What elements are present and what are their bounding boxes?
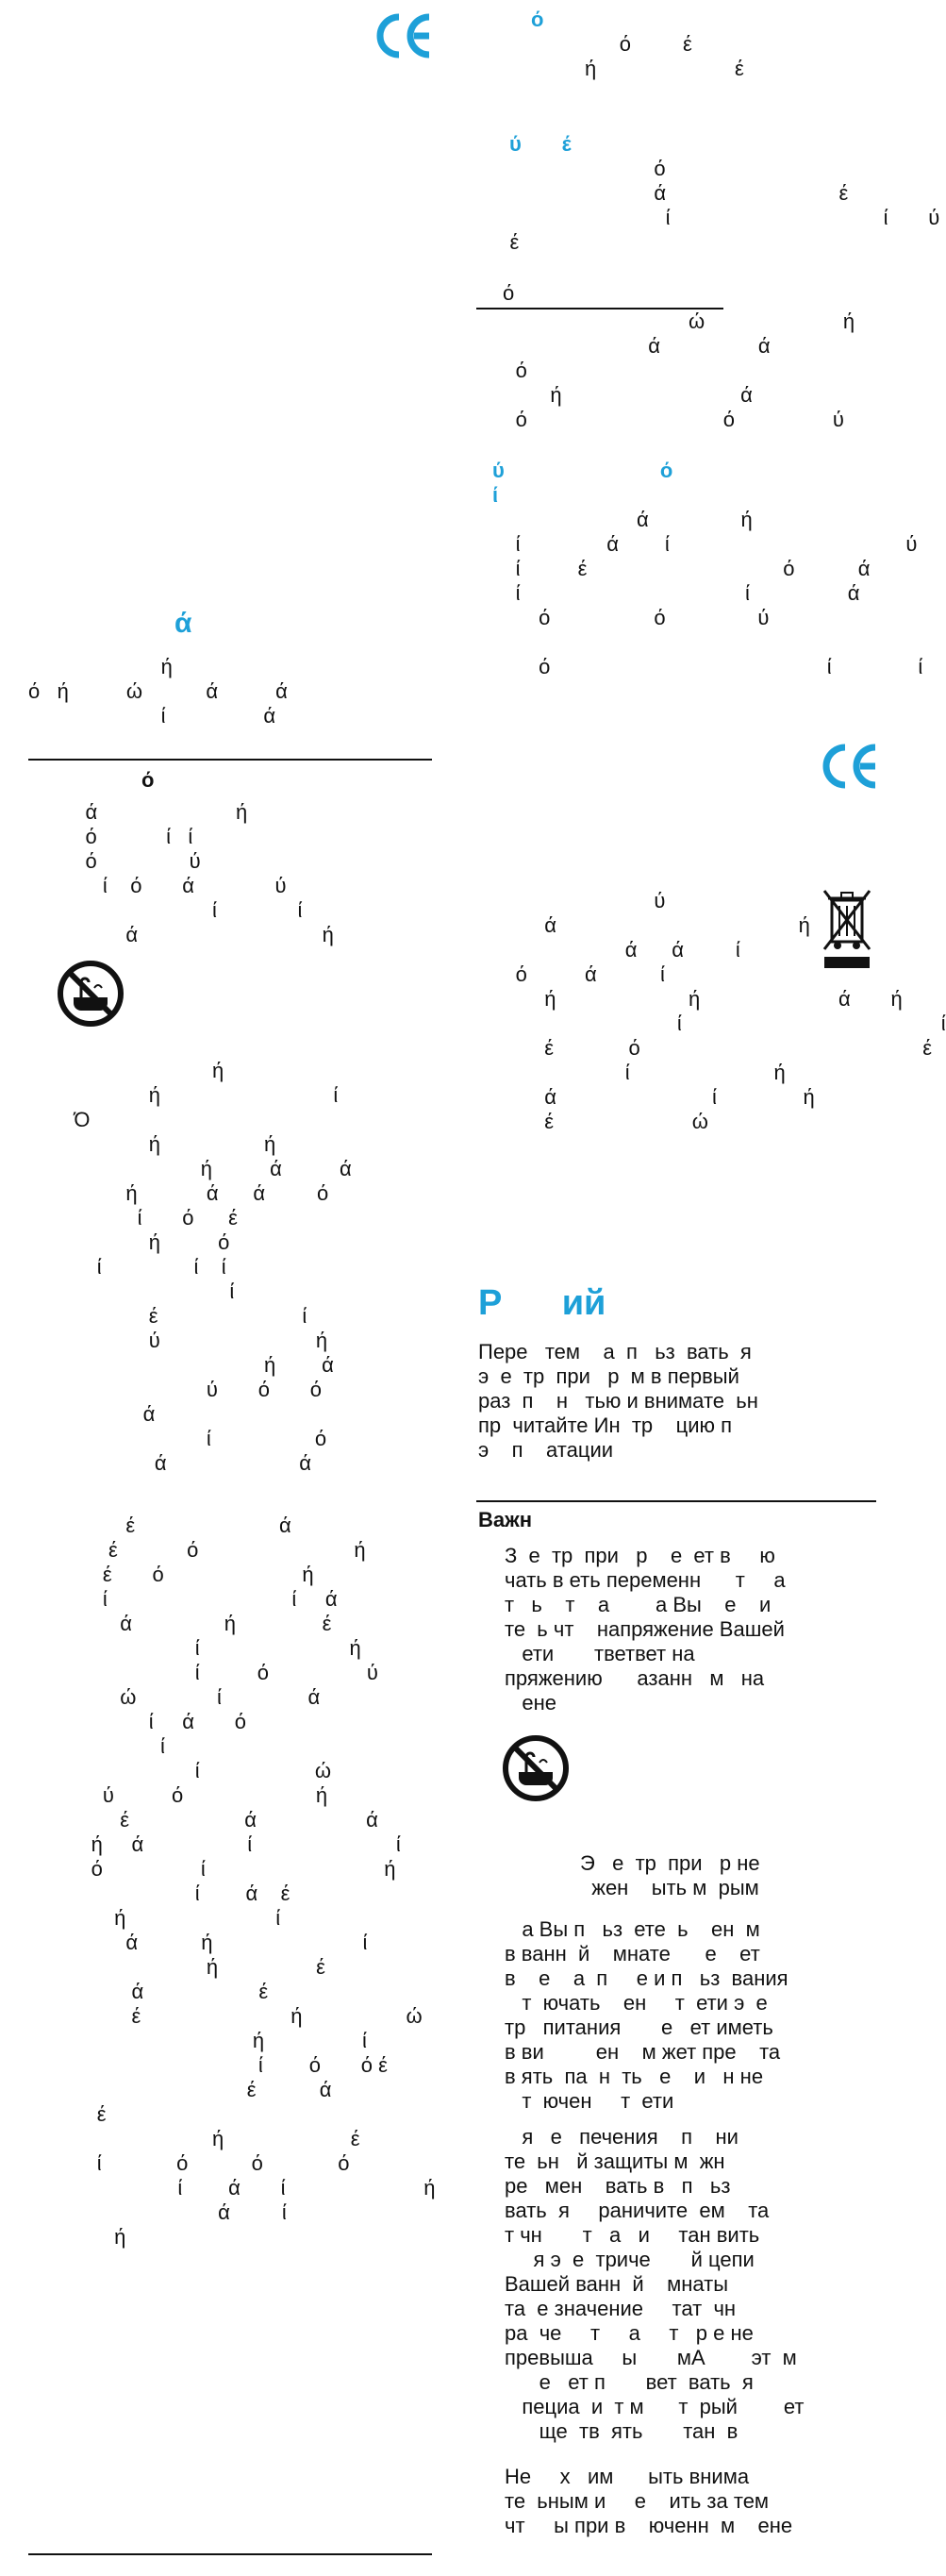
right-section-heading: ό [503,281,515,305]
right-weee-line-6: ί ί [481,1012,946,1035]
right-weee-line-7: έ ό έ [481,1036,933,1060]
left-divider-1 [28,759,432,761]
left-divider-bottom [28,2553,432,2555]
left-block2-line-7: ί ό ύ [57,1661,378,1684]
right-title-fragment: ό [531,8,544,31]
left-block1-line-12: ύ ή [57,1329,328,1352]
right-lines3-3: ό [481,359,527,382]
left-block2-line-14: ή ά ί ί [57,1832,401,1856]
left-block2-line-27: ί ό ό ό [57,2151,350,2175]
right-weee-line-5: ή ή ά ή [481,987,903,1011]
right-lines4-line-2: ί ά ί ύ [481,532,918,556]
right-weee-line-4: ό ά ί [481,962,665,986]
left-block2-line-6: ί ή [57,1636,361,1660]
russian-para2-line-2: те ьн й защиты м жн [505,2149,725,2173]
russian-para2-line-10: превыша ы мА эт м [505,2346,797,2369]
left-block2-line-23: ί ό ό έ [57,2053,388,2077]
right-lines4-line-7: ό ί ί [481,655,923,678]
right-weee-line-3: ά ά ί [481,938,740,962]
russian-para2-line-11: е ет п вет вать я [505,2370,754,2394]
right-lines3-1: ώ ή [481,309,855,333]
left-block2-line-13: έ ά ά [57,1808,378,1832]
russian-heading: Р ий [478,1283,606,1323]
russian-para1-line-5: тр питания е ет иметь [505,2016,773,2039]
russian-para2-line-12: пециа и т м т рый ет [505,2395,805,2418]
russian-para1-line-7: в ять па н ть е и н не [505,2065,764,2088]
russian-divider [476,1500,876,1502]
left-block1-line-14: ύ ό ό [57,1378,322,1401]
russian-intro-line-2: э е тр при р м в первый [478,1364,739,1388]
russian-para1-line-4: т ючать ен т ети э е [505,1991,768,2015]
weee-bin-icon [821,887,873,975]
russian-para3-line-1: Не х им ыть внима [505,2465,750,2488]
left-block2-line-12: ύ ό ή [57,1783,328,1807]
left-block1-line-16: ί ό [57,1427,327,1450]
right-lines3-4: ή ά [481,383,753,407]
right-lines4-line-4: ί ί ά [481,581,860,605]
left-block2-line-8: ώ ί ά [57,1685,321,1709]
russian-para2-line-13: ще тв ять тан в [505,2419,739,2443]
left-block1-line-5: ή ά ά [57,1157,352,1180]
left-block2-line-10: ί [57,1734,165,1758]
left-block1-line-6: ή ά ά ό [57,1181,329,1205]
left-block2-line-20: ά έ [57,1980,269,2003]
right-weee-line-10: έ ώ [481,1110,708,1133]
left-block2-line-15: ό ί ή [57,1857,396,1881]
right-sub-heading-2: ύ ό [492,459,673,482]
russian-intro-line-5: э п атации [478,1438,614,1462]
right-lines4-line-5: ό ό ύ [481,606,770,629]
russian-moisture-title-line-2: жен ыть м рым [580,1876,759,1899]
right-lines2-1: ό [481,157,666,180]
left-block1-line-7: ί ό έ [57,1206,238,1229]
left-block2-line-2: έ ό ή [57,1538,366,1562]
russian-para1-line-6: в ви ен м жет пре та [505,2040,781,2064]
left-intro-1: ή [28,655,173,678]
no-bath-icon-2 [502,1734,570,1807]
left-section-heading: ό [141,768,155,792]
left-intro-3: ί ά [28,704,276,728]
russian-para2-line-6: я э е триче й цепи [505,2248,755,2271]
russian-important-line-1: З е тр при р е ет в ю [505,1544,775,1567]
russian-intro-line-4: пр читайте Ин тр цию п [478,1413,733,1437]
russian-moisture-title-line-1: Э е тр при р не [580,1851,760,1875]
right-lines4-line-3: ί έ ό ά [481,557,871,580]
left-block1-line-15: ά [57,1402,156,1426]
right-lines2-3: ί ί ύ [481,206,940,229]
left-block1-line-1: ή [57,1059,224,1082]
russian-para1-line-8: т ючен т ети [505,2089,674,2113]
russian-para3-line-2: те ьным и е ить за тем [505,2489,770,2513]
russian-important-line-2: чать в еть переменн т а [505,1568,786,1592]
left-block1-line-9: ί ί ί [57,1255,226,1279]
left-block2-line-11: ί ώ [57,1759,332,1782]
russian-important-line-3: т ь т а а Вы е и [505,1593,772,1616]
left-block1-line-10: ί [57,1280,235,1303]
left-block2-line-5: ά ή έ [57,1612,332,1635]
russian-para2-line-8: та е значение тат чн [505,2297,737,2320]
left-block2-line-16: ί ά έ [57,1882,290,1905]
ce-mark [373,11,435,65]
russian-important-label: Важн [478,1508,533,1531]
russian-intro-line-1: Пере тем а п ьз вать я [478,1340,752,1363]
right-weee-line-2: ά ή [481,913,810,937]
left-warning-5: ί ί [57,898,303,922]
left-block1-line-13: ή ά [57,1353,334,1377]
russian-para2-line-9: ра че т а т р е не [505,2321,754,2345]
right-lines4-line-1: ά ή [481,508,753,531]
left-block2-line-22: ή ί [57,2029,367,2052]
left-block2-line-19: ή έ [57,1955,325,1979]
right-lines3-2: ά ά [481,334,771,358]
left-block2-line-1: έ ά [57,1514,291,1537]
russian-para2-line-4: вать я раничите ем та [505,2199,770,2222]
left-block2-line-9: ί ά ό [57,1710,246,1733]
left-block2-line-29: ά ί [57,2200,287,2224]
left-block1-line-11: έ ί [57,1304,307,1328]
right-sub-heading: ύ έ [509,132,572,156]
left-block1-line-2: ή ί [57,1083,339,1107]
left-block2-line-24: έ ά [57,2078,332,2101]
right-weee-line-8: ί ή [481,1061,786,1084]
right-lines3-5: ό ό ύ [481,408,844,431]
left-warning-3: ό ύ [57,849,201,873]
left-block1-line-17: ά ά [57,1451,311,1475]
right-sub-heading-2b: ί [492,483,499,507]
russian-para1-line-3: в е а п е и п ьз вания [505,1966,788,1990]
russian-important-line-5: ети тветвет на [505,1642,695,1665]
left-block2-line-25: έ [57,2102,107,2126]
russian-para1-line-1: а Вы п ьз ете ь ен м [505,1917,760,1941]
left-block2-line-4: ί ί ά [57,1587,338,1611]
russian-para2-line-5: т чн т а и тан вить [505,2223,760,2247]
right-lines2-4: έ [481,230,520,254]
left-block2-line-26: ή έ [57,2127,360,2150]
russian-para2-line-3: ре мен вать в п ьз [505,2174,731,2198]
russian-para2-line-1: я е печения п ни [505,2125,739,2149]
right-lines2-2: ά έ [481,181,849,205]
ce-mark-2 [819,742,881,795]
left-block2-line-17: ή ί [57,1906,281,1930]
left-warning-2: ό ί ί [57,825,193,848]
right-weee-line-1: ύ [481,889,666,912]
left-block2-line-3: έ ό ή [57,1563,314,1586]
russian-important-line-6: пряжению азанн м на [505,1666,765,1690]
left-block2-line-18: ά ή ί [57,1931,368,1954]
russian-important-line-7: ене [505,1691,556,1715]
no-bath-icon [57,960,124,1032]
russian-para3-line-3: чт ы при в юченн м ене [505,2514,793,2537]
right-lines1-1: ό έ [481,32,692,56]
left-warning-4: ί ό ά ύ [57,874,287,897]
left-block1-line-8: ή ό [57,1230,230,1254]
left-header-letter: ά [174,608,192,639]
left-block1-line-3: Ό [57,1108,91,1131]
left-warning-6: ά ή [57,923,334,946]
left-block2-line-30: ή [57,2225,126,2249]
left-block2-line-21: έ ή ώ [57,2004,423,2028]
left-intro-2: ό ή ώ ά ά [28,679,288,703]
russian-para2-line-7: Вашей ванн й мнаты [505,2272,729,2296]
russian-para1-line-2: в ванн й мнате е ет [505,1942,760,1965]
right-lines1-2: ή έ [481,57,744,80]
left-warning-1: ά ή [57,800,248,824]
left-block1-line-4: ή ή [57,1132,276,1156]
left-block2-line-28: ί ά ί ή [57,2176,436,2200]
russian-important-line-4: те ь чт напряжение Вашей [505,1617,785,1641]
right-weee-line-9: ά ί ή [481,1085,815,1109]
russian-intro-line-3: раз п н тью и внимате ьн [478,1389,758,1413]
